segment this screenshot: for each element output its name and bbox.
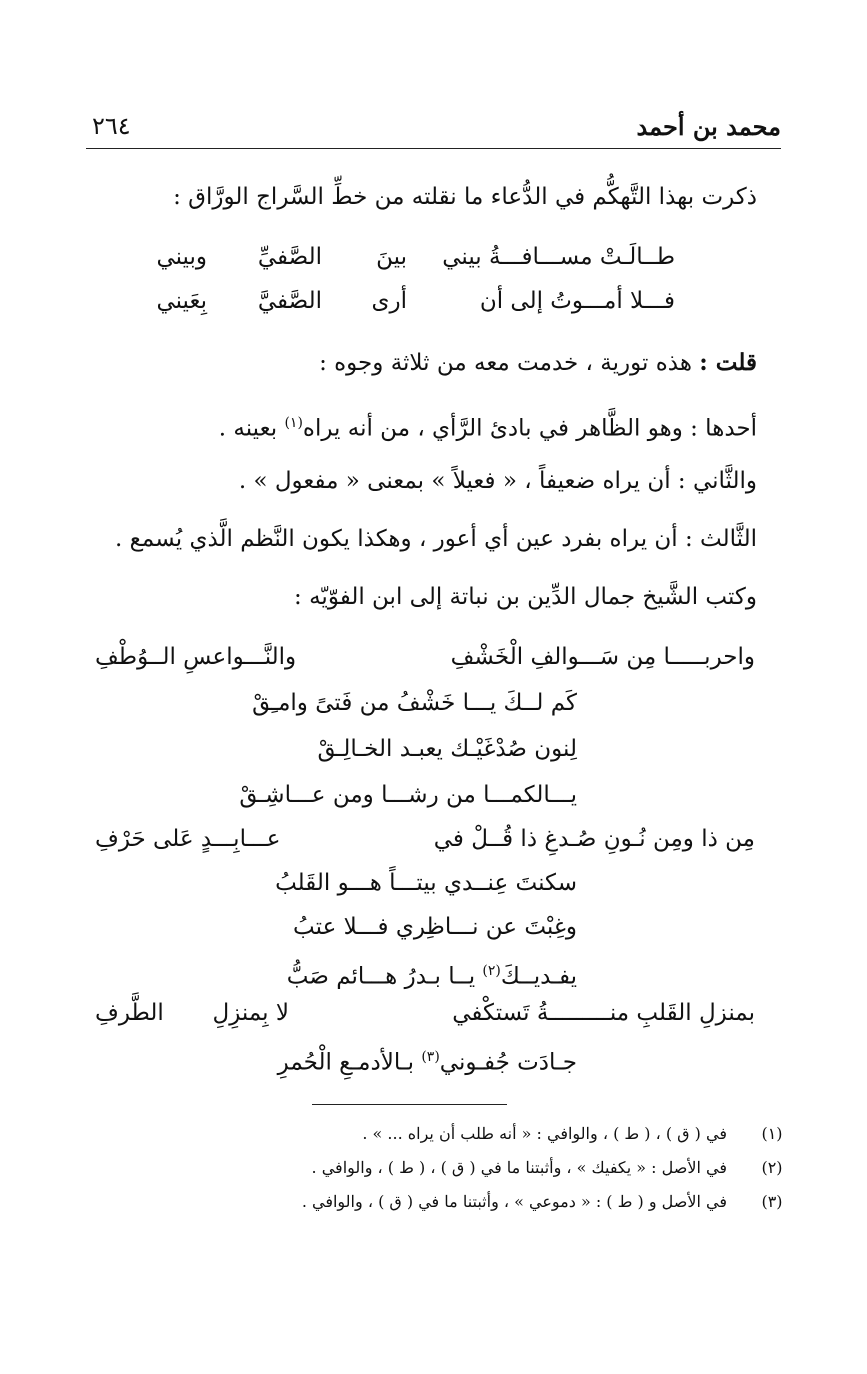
footnote-text: في الأصل و ( ط ) : « دموعي » ، وأثبتنا ما في ( ق ) ، والوافي . (301, 1192, 727, 1211)
qult-line (86, 346, 757, 380)
verse1-line2-part3: الصَّفيَّ (257, 288, 322, 314)
muwashshah-qufl1-a: واحربـــــا مِن سَـــوالفِ الْخَشْفِ (450, 644, 755, 670)
footnote-number: (٢) (761, 1158, 783, 1177)
muwashshah-line2: كَم لــكَ يـــا خَشْفُ من فَتىً وامـِقْ (252, 690, 577, 716)
muwashshah-qufl2-b: عـــابِـــدٍ عَلى حَرْفِ (95, 826, 281, 852)
footnote-text: في ( ق ) ، ( ط ) ، والوافي : « أنه طلب أن يراه ... » . (362, 1124, 727, 1143)
muwashshah-qufl3-b: لا بِمنزِلِ (212, 1000, 289, 1026)
running-title: محمد بن أحمد (636, 112, 781, 141)
wajh1-text: أحدها : وهو الظَّاهر في بادئ الرَّأي ، من أنه يراه (302, 415, 757, 442)
muwashshah-qufl1-b: والنَّـــواعسِ الــوُطْفِ (95, 644, 297, 670)
muwashshah-line8-a: يفـديــكَ (500, 963, 577, 990)
wajh2-line: والثَّاني : أن يراه ضعيفاً ، « فعيلاً » بمعنى « مفعول » . (238, 468, 757, 494)
wajh1-end: بعينه . (218, 415, 278, 442)
footnote-ref-3: (٣) (421, 1049, 440, 1065)
muwashshah-line10-b: بـالأدمـعِ الْحُمرِ (277, 1049, 414, 1076)
verse1-line1-part2: بينَ (376, 244, 407, 270)
katab-line: وكتب الشَّيخ جمال الدِّين بن نباتة إلى ابن الفوّيّه : (294, 584, 757, 610)
muwashshah-line3: لِنون صُدْغَيْـك يعبـد الخـالِـقْ (317, 736, 577, 762)
muwashshah-qufl3-a: بمنزلِ القَلبِ منـــــــــةُ تَستكْفي (452, 1000, 755, 1026)
header-rule (86, 148, 781, 149)
muwashshah-line6: سكنتَ عِنــدي بيتـــاً هـــو القَلبُ (275, 870, 577, 896)
verse1-line1-part4: وبيني (156, 244, 207, 270)
wajh3-line: الثَّالث : أن يراه بفرد عين أي أعور ، وهكذا يكون النَّظم الَّذي يُسمع . (115, 526, 757, 552)
footnote-ref-1: (١) (284, 415, 303, 431)
footnote-ref-2: (٢) (482, 963, 501, 979)
intro-line: ذكرت بهذا التَّهكُّم في الدُّعاء ما نقلته من خطِّ السَّراج الورَّاق : (173, 184, 757, 210)
verse1-line2-part4: بِعَيني (156, 288, 207, 314)
muwashshah-line10-a: جـادَت جُفـوني (439, 1049, 577, 1076)
qult-text: هذه تورية ، خدمت معه من ثلاثة وجوه : (319, 350, 692, 376)
running-header (86, 112, 781, 148)
verse1-line2-part1: فـــلا أمـــوتُ إلى أن (479, 288, 675, 314)
verse1-line1-part3: الصَّفيِّ (257, 244, 322, 270)
muwashshah-line10 (278, 1040, 577, 1080)
footnote-number: (٣) (761, 1192, 783, 1211)
muwashshah-line4: يـــالكمـــا من رشـــا ومن عـــاشِـقْ (239, 782, 577, 808)
qult-label: قلت : (699, 349, 757, 376)
footnote-text: في الأصل : « يكفيك » ، وأثبتنا ما في ( ق ) ، ( ط ) ، والوافي . (311, 1158, 727, 1177)
wajh1-line (86, 406, 757, 446)
page-number: ٢٦٤ (92, 112, 131, 140)
footnote-rule (312, 1104, 507, 1105)
muwashshah-qufl2-a: مِن ذا ومِن نُـونِ صُـدغِ ذا قُــلْ في (433, 826, 755, 852)
verse1-line1-part1: طــالَـتْ مســـافـــةُ بيني (442, 244, 675, 270)
muwashshah-line8-b: يــا بـدرُ هـــائم صَبُّ (286, 963, 476, 990)
muwashshah-line7: وغِبْتَ عن نـــاظِري فـــلا عتبُ (293, 914, 577, 940)
verse1-line2-part2: أرى (371, 288, 407, 314)
muwashshah-qufl3-c: الطَّرفِ (95, 1000, 164, 1026)
muwashshah-line8 (287, 954, 577, 994)
footnote-number: (١) (761, 1124, 783, 1143)
